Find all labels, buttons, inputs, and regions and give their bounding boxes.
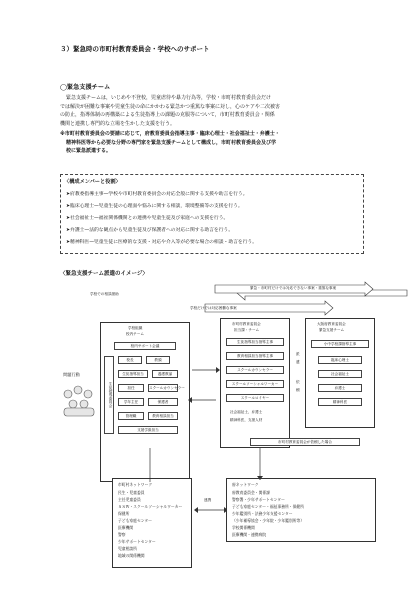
vertical-connectors (140, 448, 340, 480)
bottom-condition-bar: 市町村教育委員会が依頼した場合 (250, 438, 360, 446)
pref-network-item: 医療機関・連携病院 (232, 532, 267, 537)
school-cell: 教頭 (146, 356, 170, 364)
city-network-item: 子ども家庭センター (118, 518, 153, 523)
member-item: ➤弁護士—法的な観点から児童生徒及び保護者への対応に関する助言を行う。 (66, 228, 234, 233)
para1-line: の防止，指導体制の再構築による生徒指導上の課題の克服等について，市町村教育委員会・関係 (60, 112, 275, 119)
diagram-title: 〈緊急支援チーム派遣のイメージ〉 (60, 271, 148, 277)
dispatch-char: 遣 (296, 360, 300, 364)
pref-network-item: 学校関係機関 (232, 525, 255, 530)
school-cell: スクールカウンセラー (149, 386, 185, 390)
city-extra: 精神科医，支援人材 (230, 418, 263, 422)
left-vertical-label: 生徒指導委員会 (104, 356, 114, 434)
school-cell: 管理職 (118, 412, 144, 420)
school-cell: 保護者 (148, 398, 178, 406)
arrow-label-difficult: 学校だけでは対応困難な事案 (190, 306, 237, 310)
city-network-item: 医療機関 (118, 525, 134, 530)
member-item: ➤府教委指導主事—学校や市町村教育委員会の対応全般に関する支援や助言を行う。 (66, 192, 248, 197)
city-cell: スクールロイヤー (226, 394, 284, 402)
school-subtitle: 校内チーム (126, 332, 144, 336)
city-cell: スクールソーシャルワーカー (226, 380, 284, 388)
pref-network-item: 子ども家庭センター・福祉事務所・保健所 (232, 504, 304, 509)
city-extra: 社会福祉士，弁護士 (230, 410, 263, 414)
member-item: ➤精神科医—児童生徒に医療的な支援・対応や介入等が必要な場合の相談・助言を行う。 (66, 240, 258, 245)
paragraph-dispatch-note (60, 130, 360, 156)
request-char: 依 (296, 380, 300, 384)
school-cell: 担任 (118, 384, 144, 392)
team-subheading: ◯緊急支援チーム (60, 84, 111, 91)
school-title: 学校組織 (128, 326, 143, 330)
member-item: ➤社会福祉士—福祉関係機関との連携や児童生徒及び家庭への支援を行う。 (66, 216, 229, 221)
city-cell: 教育相談担当指導主事 (226, 352, 284, 360)
pref-cell: 精神科医 (318, 398, 362, 406)
request-char: 頼 (296, 388, 300, 392)
city-network-item: 地域の関係機関 (118, 553, 145, 558)
arrow-label-school-consult: 学校での相談援助 (90, 292, 119, 296)
member-item: ➤臨床心理士—児童生徒の心理面や悩みに関する相談，環境整備等の支援を行う。 (66, 204, 243, 209)
school-cell: 教育相談担当 (148, 412, 178, 420)
members-title: 〈構成メンバーと役割〉 (64, 179, 121, 185)
pref-title: 大阪府教育委員会 (317, 322, 346, 326)
problem-students-illustration (60, 378, 100, 418)
dispatch-char: 派 (296, 352, 300, 356)
school-cell: 校内サポート会議 (114, 342, 176, 350)
city-network-item: 少年サポートセンター (118, 539, 156, 544)
school-cell: 校長 (118, 356, 142, 364)
pref-network-item: 府教育委員会・関係課 (232, 490, 270, 495)
city-cell: 生徒指導担当指導主事 (226, 338, 284, 346)
para1-line: では解決が困難な事案や児童生徒の命にかかわる緊急かつ重篤な事案に対し，心のケアや二次被害 (60, 103, 281, 110)
para1-line: 機関と連携し専門的な立場を生かした支援を行う。 (60, 120, 176, 127)
school-cell: 生徒指導担当 (118, 370, 148, 378)
section-heading: ３）緊急時の市町村教育委員会・学校へのサポート (60, 45, 210, 53)
school-cell: 養護教諭 (152, 370, 178, 378)
connect-label: 連携 (204, 498, 212, 502)
school-cell: 支援学級担当 (118, 426, 178, 434)
pref-cell: 社会福祉士 (318, 370, 362, 378)
school-cell: 学年主任 (118, 398, 144, 406)
city-network-item: 警察 (118, 532, 126, 537)
para1-line: 緊急支援チームは，いじめや不登校，児童虐待や暴力行為等，学校・市町村教育委員会だけ (66, 95, 272, 101)
pref-network-item: 警察署・少年サポートセンター (232, 497, 285, 502)
pref-cell: 弁護士 (318, 384, 362, 392)
problem-label: 問題行動 (63, 372, 80, 377)
arrow-label-urgent: 緊急・市町村だけでは対応できない事案・重篤な事案 (250, 286, 337, 290)
city-network-item: ＳＳＷ・スクールソーシャルワーカー (118, 504, 183, 509)
city-network-item: 主任児童委員 (118, 497, 141, 502)
pref-subtitle: 緊急支援チーム (319, 328, 345, 332)
city-board-subtitle: 担当課・チーム (234, 328, 260, 332)
connect-arrow (196, 500, 226, 520)
city-network-item: 保健所 (118, 511, 130, 516)
para2-line: 校に緊急派遣する。 (66, 148, 112, 155)
city-network-title: 市町村ネットワーク (118, 482, 153, 487)
city-cell: スクールカウンセラー (226, 366, 284, 374)
para2-line: ※市町村教育委員会の要請に応じて，府教育委員会指導主事・臨床心理士・社会福祉士・弁護士・ (60, 131, 280, 137)
city-network-item: 児童相談所 (118, 546, 137, 551)
para2-line: 精神科医等から必要な分野の専門家を緊急支援チームとして構成し，市町村教育委員会及び学 (66, 139, 277, 146)
pref-cell: 小中学校課指導主事 (311, 340, 369, 348)
pref-network-title: 府ネットワーク (232, 482, 259, 487)
paragraph-team-description (60, 94, 360, 128)
pref-network-item: （少年補導協会・少年院・少年鑑別所等） (232, 518, 305, 523)
city-board-title: 市町村教育委員会 (232, 322, 261, 326)
pref-network-item: 少年鑑別所・法務少年支援センター (232, 511, 293, 516)
school-to-city-arrows (190, 350, 220, 430)
pref-cell: 臨床心理士 (318, 356, 362, 364)
city-network-item: 民生・児童委員 (118, 490, 145, 495)
